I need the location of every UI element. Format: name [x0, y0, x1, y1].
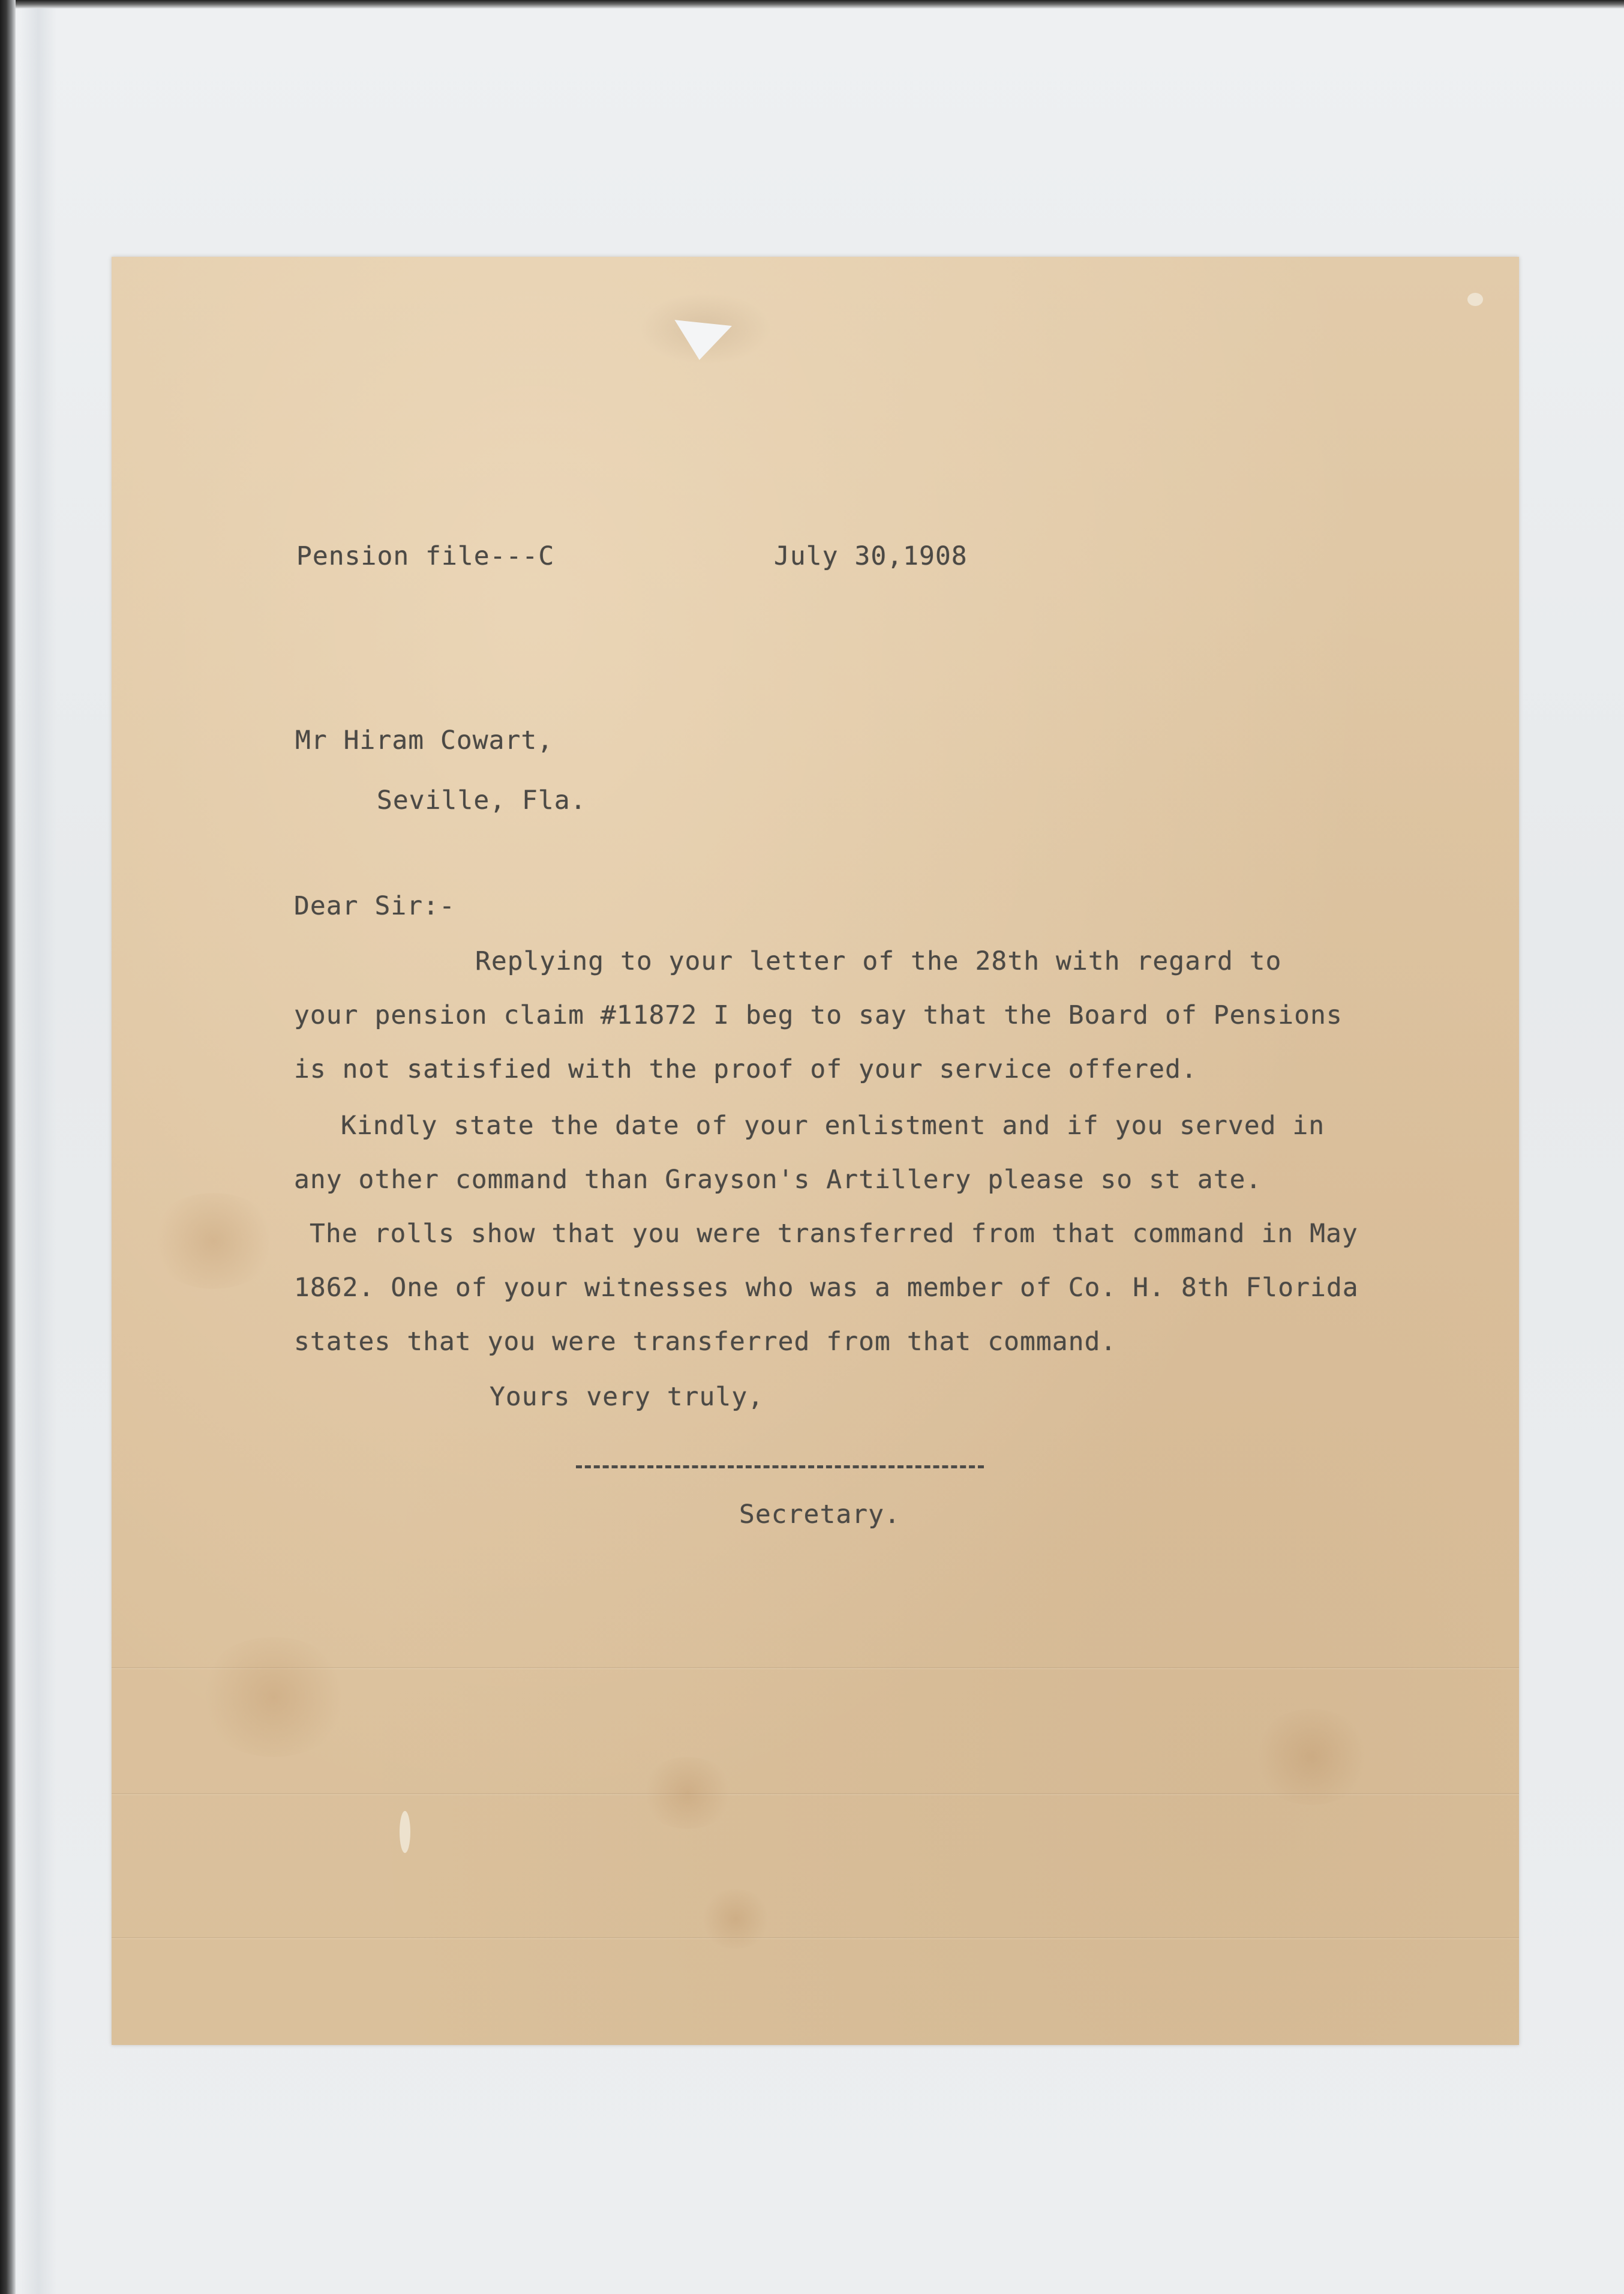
body-line: states that you were transferred from that command. — [294, 1327, 1117, 1357]
body-line: 1862. One of your witnesses who was a member of Co. H. 8th Florida — [294, 1273, 1359, 1303]
file-reference: Pension file---C — [296, 541, 555, 571]
paper-stain — [700, 1889, 772, 1949]
signature-title: Secretary. — [739, 1500, 900, 1530]
salutation: Dear Sir:- — [294, 891, 455, 921]
letter-page — [112, 257, 1519, 2045]
body-line: Kindly state the date of your enlistment and if you served in — [341, 1111, 1325, 1141]
paper-speck — [400, 1811, 410, 1853]
scanner-left-edge — [0, 0, 16, 2294]
body-line: any other command than Grayson's Artillery please so st ate. — [294, 1165, 1262, 1195]
paper-fold — [112, 1937, 1519, 1939]
body-line: is not satisfied with the proof of your service offered. — [294, 1054, 1197, 1084]
letter-date: July 30,1908 — [774, 541, 968, 571]
punch-hole — [671, 320, 732, 363]
closing: Yours very truly, — [490, 1382, 764, 1412]
paper-stain — [148, 1193, 280, 1289]
recipient-place: Seville, Fla. — [377, 785, 587, 815]
paper-stain — [1251, 1709, 1371, 1805]
paper-stain — [196, 1637, 352, 1757]
body-line: Replying to your letter of the 28th with regard to — [475, 946, 1282, 976]
scanner-stripe — [20, 0, 56, 2294]
paper-speck — [1467, 293, 1483, 306]
recipient-name: Mr Hiram Cowart, — [295, 725, 554, 755]
signature-line — [576, 1465, 984, 1468]
body-line: your pension claim #11872 I beg to say that the Board of Pensions — [294, 1000, 1343, 1030]
scanner-top-edge — [0, 0, 1624, 8]
body-line: The rolls show that you were transferred from that command in May — [310, 1219, 1358, 1249]
paper-stain — [640, 1757, 736, 1829]
